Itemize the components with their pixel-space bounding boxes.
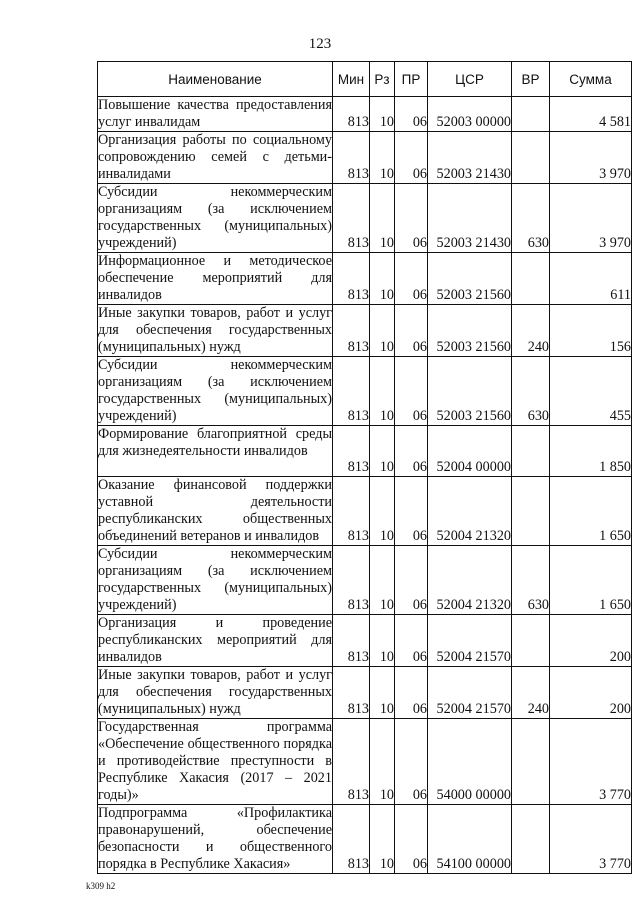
cell-vr: 240 bbox=[512, 305, 550, 357]
cell-vr bbox=[512, 253, 550, 305]
cell-rz: 10 bbox=[370, 805, 395, 874]
table-row bbox=[98, 719, 632, 805]
cell-name: Организация работы по социальному сопровождению семей с детьми-инвалидами bbox=[98, 132, 332, 182]
cell-rz: 10 bbox=[370, 477, 395, 546]
cell-name: Иные закупки товаров, работ и услуг для обеспечения государственных (муниципальных) нужд bbox=[98, 667, 332, 717]
header-name: Наименование bbox=[98, 62, 333, 97]
table-row bbox=[98, 477, 632, 546]
cell-rz: 10 bbox=[370, 253, 395, 305]
cell-rz: 10 bbox=[370, 615, 395, 667]
cell-sum: 1 650 bbox=[550, 546, 632, 615]
cell-sum: 611 bbox=[550, 253, 632, 305]
cell-csr: 54100 00000 bbox=[428, 805, 512, 874]
page-number: 123 bbox=[308, 36, 332, 52]
cell-rz: 10 bbox=[370, 184, 395, 253]
cell-vr: 630 bbox=[512, 546, 550, 615]
table-row bbox=[98, 357, 632, 426]
cell-name: Государственная программа «Обеспечение общественного порядка и противодействие преступности в Республике Хакасия (2017 – 2021 годы)» bbox=[98, 719, 332, 803]
cell-min: 813 bbox=[333, 184, 370, 253]
cell-pr: 06 bbox=[395, 805, 428, 874]
header-min: Мин bbox=[333, 62, 370, 97]
cell-pr: 06 bbox=[395, 97, 428, 132]
cell-csr: 52004 00000 bbox=[428, 426, 512, 477]
table-row bbox=[98, 97, 632, 132]
cell-name: Повышение качества предоставления услуг инвалидам bbox=[98, 97, 332, 130]
cell-name: Формирование благоприятной среды для жизнедеятельности инвалидов bbox=[98, 426, 333, 477]
cell-rz: 10 bbox=[370, 546, 395, 615]
cell-rz: 10 bbox=[370, 719, 395, 805]
cell-vr: 240 bbox=[512, 667, 550, 719]
cell-min: 813 bbox=[333, 805, 370, 874]
cell-sum: 156 bbox=[550, 305, 632, 357]
cell-csr: 54000 00000 bbox=[428, 719, 512, 805]
header-pr: ПР bbox=[395, 62, 428, 97]
cell-pr: 06 bbox=[395, 719, 428, 805]
header-csr: ЦСР bbox=[428, 62, 512, 97]
cell-sum: 3 770 bbox=[550, 719, 632, 805]
cell-min: 813 bbox=[333, 132, 370, 184]
cell-min: 813 bbox=[333, 615, 370, 667]
table-row bbox=[98, 305, 632, 357]
cell-vr: 630 bbox=[512, 357, 550, 426]
header-rz: Рз bbox=[370, 62, 395, 97]
cell-pr: 06 bbox=[395, 426, 428, 477]
cell-name: Субсидии некоммерческим организациям (за исключением государственных (муниципальных) учреждений) bbox=[98, 357, 332, 424]
cell-name: Субсидии некоммерческим организациям (за исключением государственных (муниципальных) учреждений) bbox=[98, 546, 332, 613]
cell-vr bbox=[512, 97, 550, 132]
cell-min: 813 bbox=[333, 477, 370, 546]
cell-min: 813 bbox=[333, 719, 370, 805]
cell-vr bbox=[512, 719, 550, 805]
table-row bbox=[98, 426, 632, 477]
cell-sum: 1 650 bbox=[550, 477, 632, 546]
cell-min: 813 bbox=[333, 97, 370, 132]
table-row bbox=[98, 253, 632, 305]
table-row bbox=[98, 667, 632, 719]
cell-csr: 52003 21430 bbox=[428, 132, 512, 184]
cell-name: Субсидии некоммерческим организациям (за исключением государственных (муниципальных) учреждений) bbox=[98, 184, 332, 251]
cell-rz: 10 bbox=[370, 357, 395, 426]
table-row bbox=[98, 132, 632, 184]
cell-rz: 10 bbox=[370, 426, 395, 477]
cell-csr: 52003 21430 bbox=[428, 184, 512, 253]
footer-code: k309 h2 bbox=[86, 881, 116, 891]
header-vr: ВР bbox=[512, 62, 550, 97]
cell-pr: 06 bbox=[395, 253, 428, 305]
cell-rz: 10 bbox=[370, 132, 395, 184]
cell-csr: 52004 21570 bbox=[428, 667, 512, 719]
header-sum: Сумма bbox=[550, 62, 632, 97]
cell-sum: 455 bbox=[550, 357, 632, 426]
cell-name: Организация и проведение республиканских мероприятий для инвалидов bbox=[98, 615, 332, 665]
cell-csr: 52004 21320 bbox=[428, 477, 512, 546]
cell-pr: 06 bbox=[395, 305, 428, 357]
cell-vr bbox=[512, 426, 550, 477]
table-row bbox=[98, 546, 632, 615]
cell-vr bbox=[512, 477, 550, 546]
cell-csr: 52003 21560 bbox=[428, 357, 512, 426]
cell-pr: 06 bbox=[395, 357, 428, 426]
cell-pr: 06 bbox=[395, 667, 428, 719]
cell-min: 813 bbox=[333, 667, 370, 719]
cell-csr: 52003 21560 bbox=[428, 305, 512, 357]
cell-rz: 10 bbox=[370, 305, 395, 357]
budget-table bbox=[97, 61, 632, 874]
cell-name: Иные закупки товаров, работ и услуг для обеспечения государственных (муниципальных) нужд bbox=[98, 305, 332, 355]
cell-min: 813 bbox=[333, 426, 370, 477]
cell-min: 813 bbox=[333, 546, 370, 615]
cell-csr: 52003 21560 bbox=[428, 253, 512, 305]
cell-sum: 3 970 bbox=[550, 132, 632, 184]
cell-pr: 06 bbox=[395, 477, 428, 546]
cell-pr: 06 bbox=[395, 615, 428, 667]
cell-rz: 10 bbox=[370, 97, 395, 132]
cell-min: 813 bbox=[333, 253, 370, 305]
cell-sum: 1 850 bbox=[550, 426, 632, 477]
cell-vr bbox=[512, 132, 550, 184]
cell-sum: 3 770 bbox=[550, 805, 632, 874]
cell-name: Подпрограмма «Профилактика правонарушений, обеспечение безопасности и общественного порядка в Республике Хакасия» bbox=[98, 805, 332, 872]
table-header-row bbox=[98, 62, 632, 97]
cell-sum: 4 581 bbox=[550, 97, 632, 132]
cell-pr: 06 bbox=[395, 184, 428, 253]
cell-min: 813 bbox=[333, 357, 370, 426]
cell-vr: 630 bbox=[512, 184, 550, 253]
cell-vr bbox=[512, 805, 550, 874]
cell-rz: 10 bbox=[370, 667, 395, 719]
cell-min: 813 bbox=[333, 305, 370, 357]
table-row bbox=[98, 805, 632, 874]
cell-csr: 52003 00000 bbox=[428, 97, 512, 132]
cell-name: Оказание финансовой поддержки уставной деятельности республиканских общественных объединений ветеранов и инвалидов bbox=[98, 477, 332, 544]
cell-sum: 200 bbox=[550, 667, 632, 719]
cell-sum: 3 970 bbox=[550, 184, 632, 253]
cell-pr: 06 bbox=[395, 546, 428, 615]
cell-sum: 200 bbox=[550, 615, 632, 667]
cell-csr: 52004 21320 bbox=[428, 546, 512, 615]
cell-csr: 52004 21570 bbox=[428, 615, 512, 667]
cell-name: Информационное и методическое обеспечение мероприятий для инвалидов bbox=[98, 253, 332, 303]
table-row bbox=[98, 615, 632, 667]
cell-pr: 06 bbox=[395, 132, 428, 184]
table-row bbox=[98, 184, 632, 253]
cell-vr bbox=[512, 615, 550, 667]
